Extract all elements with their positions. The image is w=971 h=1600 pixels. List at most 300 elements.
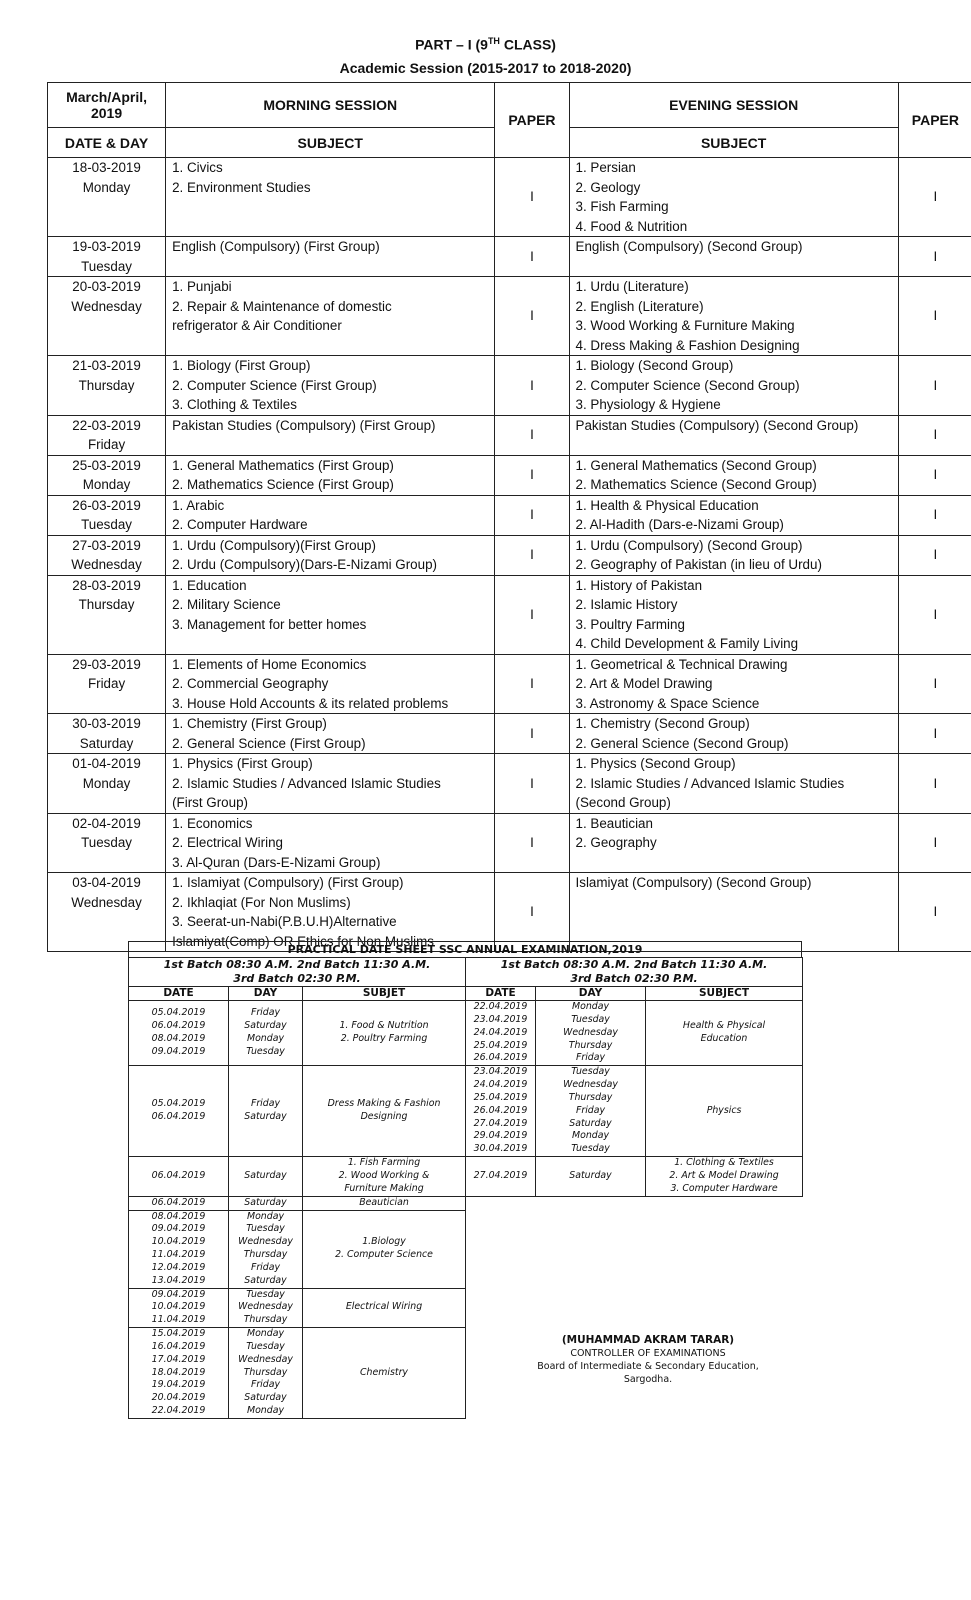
line-text: English (Compulsory) (Second Group): [575, 239, 803, 254]
exam-day: Wednesday: [71, 298, 142, 314]
line-text: 1. Elements of Home Economics: [172, 656, 367, 672]
line-text: 1. History of Pakistan: [575, 577, 703, 593]
line-text: 19.04.2019: [151, 1379, 206, 1391]
line-text: 1. Urdu (Compulsory) (Second Group): [575, 537, 803, 553]
line-text: 2. Commercial Geography: [172, 676, 329, 691]
line-text: 2. Art & Model Drawing: [575, 676, 713, 691]
morning-subject-cell: [166, 237, 495, 277]
exam-row: [48, 277, 971, 356]
paper-morning-cell: I: [495, 277, 569, 356]
line-text: 1. Urdu (Literature): [575, 279, 689, 294]
paper-morning-cell: I: [495, 873, 569, 952]
exam-timetable: [47, 82, 971, 952]
exam-row: [48, 714, 971, 754]
prac-date-cell: [466, 1001, 536, 1066]
line-text: 11.04.2019: [151, 1314, 206, 1326]
prac-empty-cell: [466, 1210, 803, 1288]
prac-date-cell: [129, 1196, 229, 1210]
prac-day-header: DAY: [229, 987, 303, 1001]
line-text: 1. Beautician: [575, 815, 653, 831]
line-text: 2. Al-Hadith (Dars-e-Nizami Group): [575, 517, 784, 532]
prac-date-cell: [129, 1288, 229, 1328]
practical-title: PRACTICAL DATE SHEET SSC ANNUAL EXAMINATION,2019: [128, 941, 802, 957]
line-text: Friday: [575, 1104, 606, 1116]
line-text: 1. Civics: [172, 160, 223, 175]
month-header: March/April, 2019: [48, 83, 166, 128]
paper-evening-cell: I: [898, 535, 971, 575]
morning-subject-cell: [166, 535, 495, 575]
morning-session-header: MORNING SESSION: [166, 83, 495, 128]
line-text: 2. Computer Science (Second Group): [575, 377, 800, 393]
exam-date: 18-03-2019: [72, 160, 141, 175]
date-day-cell: [48, 754, 166, 814]
prac-empty-cell: [466, 1196, 803, 1210]
exam-day: Thursday: [78, 597, 135, 612]
part-title: PART – I (9TH CLASS): [415, 36, 556, 53]
line-text: 4. Food & Nutrition: [575, 218, 688, 234]
line-text: Wednesday: [563, 1026, 618, 1038]
line-text: 11.04.2019: [151, 1249, 206, 1261]
date-day-cell: [48, 714, 166, 754]
line-text: Furniture Making: [344, 1182, 424, 1194]
prac-day-cell: [536, 1157, 646, 1197]
line-text: 24.04.2019: [473, 1026, 528, 1038]
paper-header-morning: PAPER: [495, 83, 569, 158]
line-text: 2. Environment Studies: [172, 179, 311, 195]
line-text: Thursday: [243, 1314, 288, 1326]
line-text: Tuesday: [246, 1340, 285, 1352]
exam-day: Wednesday: [71, 557, 142, 572]
line-text: Friday: [250, 1261, 281, 1273]
line-text: 1. Biology (Second Group): [575, 358, 734, 373]
evening-session-header: EVENING SESSION: [569, 83, 898, 128]
prac-subject-cell: [646, 1001, 803, 1066]
line-text: 2. Islamic Studies / Advanced Islamic Studies: [172, 775, 441, 791]
morning-subject-cell: [166, 873, 495, 952]
line-text: Friday: [575, 1052, 606, 1064]
line-text: Saturday: [244, 1111, 287, 1123]
line-text: 3. House Hold Accounts & its related problems: [172, 695, 449, 711]
exam-row: [48, 873, 971, 952]
paper-evening-cell: I: [898, 415, 971, 455]
prac-subject-cell: [646, 1066, 803, 1157]
prac-subject-cell: [303, 1001, 466, 1066]
date-day-cell: [48, 237, 166, 277]
prac-date-cell: [129, 1157, 229, 1197]
line-text: Dress Making & Fashion: [327, 1098, 441, 1110]
date-day-cell: [48, 415, 166, 455]
exam-row: [48, 495, 971, 535]
line-text: 25.04.2019: [473, 1091, 528, 1103]
line-text: Saturday: [244, 1196, 287, 1208]
prac-day-cell: [229, 1328, 303, 1419]
line-text: 23.04.2019: [473, 1013, 528, 1025]
prac-day-cell: [229, 1196, 303, 1210]
exam-row: [48, 455, 971, 495]
line-text: 1. Chemistry (First Group): [172, 716, 327, 731]
paper-morning-cell: I: [495, 455, 569, 495]
practical-row: [129, 1288, 803, 1328]
line-text: 4. Child Development & Family Living: [575, 636, 799, 651]
paper-morning-cell: I: [495, 237, 569, 277]
line-text: 27.04.2019: [473, 1117, 528, 1129]
paper-evening-cell: I: [898, 495, 971, 535]
line-text: Designing: [360, 1111, 408, 1123]
exam-row: [48, 535, 971, 575]
paper-morning-cell: I: [495, 754, 569, 814]
evening-subject-cell: [569, 575, 898, 654]
batch-timing-right: 1st Batch 08:30 A.M. 2nd Batch 11:30 A.M. 3rd Batch 02:30 P.M.: [466, 958, 803, 987]
line-text: 2. Mathematics Science (Second Group): [575, 477, 817, 492]
date-day-cell: [48, 455, 166, 495]
line-text: Monday: [572, 1001, 610, 1012]
paper-evening-cell: I: [898, 575, 971, 654]
date-day-cell: [48, 356, 166, 416]
line-text: 2. Geography of Pakistan (in lieu of Urdu): [575, 557, 822, 572]
paper-evening-cell: I: [898, 237, 971, 277]
line-text: 16.04.2019: [151, 1340, 206, 1352]
date-day-cell: [48, 873, 166, 952]
paper-header-evening: PAPER: [898, 83, 971, 158]
morning-subject-cell: [166, 158, 495, 237]
line-text: 3. Wood Working & Furniture Making: [575, 318, 795, 333]
prac-day-header-right: DAY: [536, 987, 646, 1001]
line-text: Wednesday: [238, 1236, 293, 1248]
line-text: Monday: [572, 1130, 610, 1142]
practical-row: [129, 1001, 803, 1066]
line-text: Physics: [706, 1104, 742, 1116]
line-text: Health & Physical: [682, 1020, 766, 1032]
prac-day-cell: [229, 1157, 303, 1197]
line-text: 1. Food & Nutrition: [339, 1020, 429, 1032]
practical-row: [129, 1157, 803, 1197]
prac-date-header-right: DATE: [466, 987, 536, 1001]
evening-subject-cell: [569, 356, 898, 416]
line-text: 1. General Mathematics (Second Group): [575, 457, 817, 473]
line-text: refrigerator & Air Conditioner: [172, 318, 342, 333]
prac-day-cell: [536, 1001, 646, 1066]
prac-subject-cell: [646, 1157, 803, 1197]
line-text: 22.04.2019: [473, 1001, 528, 1012]
exam-day: Tuesday: [81, 517, 132, 532]
prac-day-cell: [229, 1288, 303, 1328]
line-text: 1. Chemistry (Second Group): [575, 716, 750, 731]
paper-morning-cell: I: [495, 158, 569, 237]
paper-morning-cell: I: [495, 535, 569, 575]
paper-evening-cell: I: [898, 754, 971, 814]
line-text: Friday: [250, 1379, 281, 1391]
line-text: 2. Art & Model Drawing: [669, 1169, 779, 1181]
line-text: Wednesday: [238, 1353, 293, 1365]
line-text: Saturday: [244, 1274, 287, 1286]
exam-day: Wednesday: [71, 894, 142, 910]
line-text: Saturday: [569, 1169, 612, 1181]
evening-subject-cell: [569, 415, 898, 455]
prac-date-cell: [129, 1328, 229, 1419]
morning-subject-cell: [166, 356, 495, 416]
paper-morning-cell: I: [495, 654, 569, 714]
morning-subject-cell: [166, 575, 495, 654]
line-text: 2. Computer Hardware: [172, 517, 308, 532]
exam-date: 21-03-2019: [72, 358, 141, 373]
line-text: 1. Biology (First Group): [172, 358, 311, 373]
line-text: 15.04.2019: [151, 1328, 206, 1340]
line-text: Monday: [246, 1405, 284, 1417]
exam-row: [48, 415, 971, 455]
controller-signature-block: [468, 1334, 828, 1386]
line-text: 10.04.2019: [151, 1236, 206, 1248]
exam-row: [48, 158, 971, 237]
line-text: 06.04.2019: [151, 1020, 206, 1032]
line-text: Tuesday: [246, 1223, 285, 1235]
date-day-cell: [48, 813, 166, 873]
line-text: 2. Ikhlaqiat (For Non Muslims): [172, 894, 351, 910]
line-text: 2. Geology: [575, 179, 641, 195]
line-text: 09.04.2019: [151, 1223, 206, 1235]
exam-date: 02-04-2019: [72, 815, 141, 831]
line-text: 1. Geometrical & Technical Drawing: [575, 656, 788, 672]
subject-header-evening: SUBJECT: [569, 128, 898, 158]
paper-morning-cell: I: [495, 575, 569, 654]
paper-evening-cell: I: [898, 158, 971, 237]
date-day-cell: [48, 654, 166, 714]
line-text: 2. General Science (Second Group): [575, 735, 789, 751]
line-text: Tuesday: [571, 1143, 610, 1155]
prac-subject-cell: [303, 1210, 466, 1288]
line-text: 08.04.2019: [151, 1033, 206, 1045]
line-text: 3. Computer Hardware: [670, 1182, 778, 1194]
prac-subject-cell: [303, 1328, 466, 1419]
line-text: 2. Mathematics Science (First Group): [172, 477, 394, 492]
exam-date: 22-03-2019: [72, 417, 141, 433]
line-text: 1. General Mathematics (First Group): [172, 457, 394, 473]
morning-subject-cell: [166, 415, 495, 455]
line-text: 3. Poultry Farming: [575, 616, 685, 632]
prac-subject-cell: [303, 1157, 466, 1197]
line-text: 05.04.2019: [151, 1007, 206, 1019]
exam-date: 01-04-2019: [72, 756, 141, 771]
line-text: 1. Islamiyat (Compulsory) (First Group): [172, 875, 404, 890]
line-text: 3. Physiology & Hygiene: [575, 397, 721, 412]
line-text: 08.04.2019: [151, 1210, 206, 1222]
paper-evening-cell: I: [898, 654, 971, 714]
line-text: 20.04.2019: [151, 1392, 206, 1404]
line-text: Saturday: [244, 1392, 287, 1404]
line-text: 22.04.2019: [151, 1405, 206, 1417]
date-day-cell: [48, 277, 166, 356]
line-text: 13.04.2019: [151, 1274, 206, 1286]
line-text: Friday: [250, 1098, 281, 1110]
exam-row: [48, 575, 971, 654]
prac-date-cell: [466, 1157, 536, 1197]
prac-subject-header-right: SUBJECT: [646, 987, 803, 1001]
board-name: Board of Intermediate & Secondary Education,: [537, 1361, 759, 1372]
exam-date: 20-03-2019: [72, 279, 141, 294]
line-text: 3. Clothing & Textiles: [172, 397, 297, 412]
prac-day-cell: [229, 1066, 303, 1157]
line-text: 2. Urdu (Compulsory)(Dars-E-Nizami Group): [172, 557, 437, 572]
line-text: 3. Al-Quran (Dars-E-Nizami Group): [172, 854, 381, 870]
line-text: 2. Repair & Maintenance of domestic: [172, 298, 392, 314]
line-text: 2. Geography: [575, 835, 657, 850]
line-text: 2. General Science (First Group): [172, 735, 366, 751]
exam-day: Monday: [82, 179, 131, 195]
evening-subject-cell: [569, 277, 898, 356]
line-text: 23.04.2019: [473, 1066, 528, 1078]
exam-day: Friday: [87, 676, 126, 691]
line-text: 3. Seerat-un-Nabi(P.B.U.H)Alternative: [172, 914, 397, 929]
paper-morning-cell: I: [495, 415, 569, 455]
exam-row: [48, 654, 971, 714]
prac-date-header: DATE: [129, 987, 229, 1001]
prac-subject-cell: [303, 1196, 466, 1210]
line-text: 1. Health & Physical Education: [575, 497, 759, 513]
prac-subject-cell: [303, 1288, 466, 1328]
line-text: 1. Persian: [575, 160, 636, 175]
paper-evening-cell: I: [898, 873, 971, 952]
date-day-cell: [48, 158, 166, 237]
exam-day: Tuesday: [81, 258, 132, 274]
line-text: (First Group): [172, 795, 248, 810]
prac-subject-header: SUBJET: [303, 987, 466, 1001]
line-text: Saturday: [569, 1117, 612, 1129]
line-text: 26.04.2019: [473, 1104, 528, 1116]
line-text: Beautician: [359, 1196, 409, 1208]
line-text: 27.04.2019: [473, 1169, 528, 1181]
line-text: 1. Clothing & Textiles: [674, 1157, 774, 1169]
line-text: Monday: [246, 1033, 284, 1045]
line-text: Friday: [250, 1007, 281, 1019]
prac-day-cell: [229, 1210, 303, 1288]
line-text: Pakistan Studies (Compulsory) (Second Group): [575, 417, 859, 433]
subject-header-morning: SUBJECT: [166, 128, 495, 158]
line-text: 2. Electrical Wiring: [172, 835, 283, 850]
board-city: Sargodha.: [623, 1374, 673, 1385]
line-text: 25.04.2019: [473, 1039, 528, 1051]
exam-day: Monday: [82, 477, 131, 492]
line-text: 17.04.2019: [151, 1353, 206, 1365]
paper-evening-cell: I: [898, 277, 971, 356]
evening-subject-cell: [569, 873, 898, 952]
line-text: 2. Military Science: [172, 597, 281, 612]
practical-row: [129, 1196, 803, 1210]
exam-date: 26-03-2019: [72, 497, 141, 513]
exam-date: 29-03-2019: [72, 656, 141, 672]
exam-row: [48, 754, 971, 814]
exam-date: 03-04-2019: [72, 875, 141, 890]
line-text: Islamiyat(Comp) OR Ethics for Non Muslims: [172, 933, 435, 949]
evening-subject-cell: [569, 813, 898, 873]
line-text: Monday: [246, 1328, 284, 1340]
date-day-cell: [48, 535, 166, 575]
line-text: 05.04.2019: [151, 1098, 206, 1110]
line-text: 30.04.2019: [473, 1143, 528, 1155]
line-text: Saturday: [244, 1020, 287, 1032]
line-text: 2. Computer Science (First Group): [172, 377, 377, 393]
exam-day: Saturday: [79, 735, 134, 751]
evening-subject-cell: [569, 455, 898, 495]
line-text: Thursday: [568, 1091, 613, 1103]
line-text: 2. Poultry Farming: [340, 1033, 428, 1045]
line-text: 12.04.2019: [151, 1261, 206, 1273]
prac-subject-cell: [303, 1066, 466, 1157]
paper-evening-cell: I: [898, 356, 971, 416]
line-text: Tuesday: [246, 1045, 285, 1057]
line-text: 18.04.2019: [151, 1366, 206, 1378]
line-text: Monday: [246, 1210, 284, 1222]
evening-subject-cell: [569, 654, 898, 714]
line-text: Saturday: [244, 1169, 287, 1181]
paper-evening-cell: I: [898, 813, 971, 873]
paper-evening-cell: I: [898, 455, 971, 495]
morning-subject-cell: [166, 654, 495, 714]
line-text: Tuesday: [571, 1066, 610, 1078]
prac-empty-cell: [466, 1288, 803, 1328]
line-text: 2. Islamic History: [575, 597, 678, 612]
line-text: 1. Arabic: [172, 497, 225, 513]
controller-name: (MUHAMMAD AKRAM TARAR): [561, 1334, 735, 1346]
line-text: 10.04.2019: [151, 1301, 206, 1313]
line-text: Chemistry: [360, 1366, 408, 1378]
line-text: 2. Wood Working &: [338, 1169, 430, 1181]
line-text: 06.04.2019: [151, 1111, 206, 1123]
date-day-cell: [48, 575, 166, 654]
prac-day-cell: [229, 1001, 303, 1066]
line-text: 3. Management for better homes: [172, 616, 367, 632]
line-text: 1. Education: [172, 577, 247, 593]
line-text: Thursday: [243, 1366, 288, 1378]
evening-subject-cell: [569, 158, 898, 237]
line-text: 1. Fish Farming: [347, 1157, 421, 1169]
practical-row: [129, 1066, 803, 1157]
exam-date: 30-03-2019: [72, 716, 141, 731]
line-text: (Second Group): [575, 795, 671, 810]
line-text: 3. Astronomy & Space Science: [575, 695, 760, 711]
line-text: 06.04.2019: [151, 1169, 206, 1181]
line-text: 09.04.2019: [151, 1288, 206, 1300]
paper-morning-cell: I: [495, 356, 569, 416]
morning-subject-cell: [166, 813, 495, 873]
morning-subject-cell: [166, 714, 495, 754]
batch-timing-left: 1st Batch 08:30 A.M. 2nd Batch 11:30 A.M. 3rd Batch 02:30 P.M.: [129, 958, 466, 987]
line-text: 09.04.2019: [151, 1045, 206, 1057]
line-text: Electrical Wiring: [345, 1301, 423, 1313]
session-title: Academic Session (2015-2017 to 2018-2020): [339, 60, 632, 76]
paper-morning-cell: I: [495, 714, 569, 754]
prac-date-cell: [129, 1066, 229, 1157]
exam-row: [48, 813, 971, 873]
morning-subject-cell: [166, 277, 495, 356]
line-text: Tuesday: [246, 1288, 285, 1300]
line-text: 06.04.2019: [151, 1196, 206, 1208]
exam-date: 19-03-2019: [72, 239, 141, 254]
line-text: 1. Physics (Second Group): [575, 756, 736, 771]
line-text: Tuesday: [571, 1013, 610, 1025]
practical-row: [129, 1210, 803, 1288]
line-text: 1. Punjabi: [172, 279, 232, 294]
line-text: 29.04.2019: [473, 1130, 528, 1142]
line-text: Thursday: [243, 1249, 288, 1261]
exam-row: [48, 237, 971, 277]
line-text: 2. Islamic Studies / Advanced Islamic Studies: [575, 775, 845, 791]
morning-subject-cell: [166, 754, 495, 814]
evening-subject-cell: [569, 535, 898, 575]
controller-designation: CONTROLLER OF EXAMINATIONS: [570, 1348, 726, 1359]
morning-subject-cell: [166, 455, 495, 495]
evening-subject-cell: [569, 495, 898, 535]
line-text: 4. Dress Making & Fashion Designing: [575, 337, 800, 353]
prac-day-cell: [536, 1066, 646, 1157]
